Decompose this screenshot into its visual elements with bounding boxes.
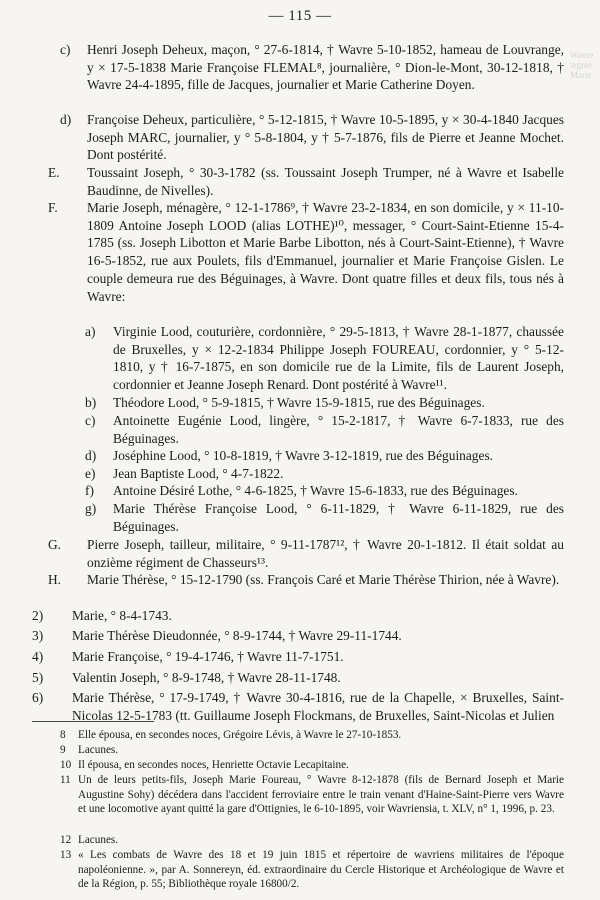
footnote-number: 10 <box>60 759 72 771</box>
footnote-text: Lacunes. <box>78 744 119 756</box>
entry-h-marie-therese <box>32 571 564 589</box>
entry-label: b) <box>85 395 97 410</box>
entry-d-josephine <box>32 447 564 465</box>
footnote-text: Elle épousa, en secondes noces, Grégoire Lévis, à Wavre le 27-10-1853. <box>78 729 402 741</box>
entry-5-valentin-joseph <box>32 669 564 687</box>
entry-label: 6) <box>32 690 44 705</box>
entry-text: Marie Thérèse, ° 17-9-1749, † Wavre 30-4-1816, rue de la Chapelle, × Bruxelles, Saint-Nicolas 12-5-1783 (tt. Guillaume Joseph Flockmans, de Bruxelles, Saint-Nicolas et Julien <box>72 690 564 723</box>
entry-text: Jean Baptiste Lood, ° 4-7-1822. <box>113 466 284 481</box>
entry-e-jean-baptiste <box>32 465 564 483</box>
entry-text: Toussaint Joseph, ° 30-3-1782 (ss. Toussaint Joseph Trumper, né à Wavre et Isabelle Baudinne, de Nivelles). <box>87 165 564 198</box>
entry-text: Pierre Joseph, tailleur, militaire, ° 9-11-1787¹², † Wavre 20-1-1812. Il était soldat au onzième régiment de Chasseurs¹³. <box>87 537 564 570</box>
entry-label: e) <box>85 466 96 481</box>
footnote-number: 11 <box>60 774 71 786</box>
entry-label: a) <box>85 324 96 339</box>
entry-4-marie-francoise <box>32 648 564 666</box>
entry-g-pierre-joseph <box>32 536 564 571</box>
entry-text: Théodore Lood, ° 5-9-1815, † Wavre 15-9-1815, rue des Béguinages. <box>113 395 485 410</box>
footnote-divider <box>32 721 154 722</box>
entry-label: E. <box>48 165 60 180</box>
entry-text: Joséphine Lood, ° 10-8-1819, † Wavre 3-12-1819, rue des Béguinages. <box>113 448 494 463</box>
footnote-number: 12 <box>60 834 72 846</box>
footnote-number: 9 <box>60 744 66 756</box>
footnote-text: Un de leurs petits-fils, Joseph Marie Foureau, ° Wavre 8-12-1878 (fils de Bernard Joseph et Marie Augustine Sohy) décédera dans l'accident ferroviaire entre le train venant d'Haine-Saint-Pierre vers Wavre et une locomotive ayant quitté la gare d'Ottignies, le 6-10-1895, voir Wavriensia, t. XLV, n° 1, 1996, p. 23. <box>78 774 564 816</box>
entry-label: 4) <box>32 649 44 664</box>
entry-f-antoine-desire <box>32 482 564 500</box>
entry-label: c) <box>85 413 96 428</box>
footnote-10 <box>32 758 564 773</box>
footnote-text: Il épousa, en secondes noces, Henriette Octavie Lecapitaine. <box>78 759 349 771</box>
entry-e-toussaint-joseph <box>32 164 564 199</box>
entry-b-theodore <box>32 394 564 412</box>
entry-text: Henri Joseph Deheux, maçon, ° 27-6-1814, † Wavre 5-10-1852, hameau de Louvrange, y × 17-5-1838 Marie Françoise FLEMAL⁸, journalière, ° Dion-le-Mont, 30-12-1818, † Wavre 24-4-1895, fille de Jacques, journalier et Marie Catherine Doyen. <box>87 42 564 93</box>
entry-label: f) <box>85 483 94 498</box>
entry-label: 5) <box>32 670 44 685</box>
entry-text: Marie Thérèse, ° 15-12-1790 (ss. François Caré et Marie Thérèse Thirion, née à Wavre). <box>87 572 560 587</box>
entry-text: Marie Françoise, ° 19-4-1746, † Wavre 11-7-1751. <box>72 649 344 664</box>
entry-label: G. <box>48 537 62 552</box>
footnote-9 <box>32 743 564 758</box>
footnote-number: 8 <box>60 729 66 741</box>
footnote-number: 13 <box>60 849 72 861</box>
entry-label: d) <box>85 448 97 463</box>
entry-label: 2) <box>32 608 44 623</box>
entry-g-marie-therese-francoise <box>32 500 564 535</box>
entry-6-marie-therese <box>32 689 564 724</box>
footnote-text: Lacunes. <box>78 834 119 846</box>
entry-text: Marie, ° 8-4-1743. <box>72 608 172 623</box>
entry-text: Françoise Deheux, particulière, ° 5-12-1815, † Wavre 10-5-1895, y × 30-4-1840 Jacques Joseph MARC, journalier, y ° 5-8-1804, y † 5-7-1876, fils de Pierre et Jeanne Mochet. Dont postérité. <box>87 112 564 163</box>
entry-label: g) <box>85 501 97 516</box>
footnote-8 <box>32 728 564 743</box>
entry-label: c) <box>60 42 71 57</box>
entry-f-marie-joseph <box>32 199 564 305</box>
entry-label: F. <box>48 200 58 215</box>
bleed-through-decoration: Wavre tegnie Marie <box>570 50 594 80</box>
entry-a-virginie <box>32 323 564 394</box>
entry-label: d) <box>60 112 72 127</box>
entry-label: 3) <box>32 628 44 643</box>
footnote-text: « Les combats de Wavre des 18 et 19 juin 1815 et répertoire de wavriens militaires de l'époque napoléonienne. », par A. Sonnereyn, éd. extraordinaire du Cercle Historique et Archéologique de Wavre et de la Région, p. 55; Bibliothèque royale 16800/2. <box>78 849 564 891</box>
entry-3-marie-therese-dieudonnee <box>32 627 564 645</box>
entry-c-henri-joseph <box>32 41 564 94</box>
entry-text: Virginie Lood, couturière, cordonnière, ° 29-5-1813, † Wavre 28-1-1877, chaussée de Bruxelles, y × 12-2-1834 Philippe Joseph FOUREAU, cordonnier, y ° 5-12-1810, y † 16-7-1875, en son domicile rue de la Limite, fils de Laurent Joseph, cordonnier et Jeanne Joseph Renard. Dont postérité à Wavre¹¹. <box>113 324 564 393</box>
entry-2-marie <box>32 607 564 625</box>
entry-text: Marie Joseph, ménagère, ° 12-1-1786⁹, † Wavre 23-2-1834, en son domicile, y × 11-10-1809 Antoine Joseph LOOD (alias LOTHE)¹⁰, messager, ° Court-Saint-Etienne 15-4-1785 (ss. Joseph Libotton et Marie Barbe Libotton, nés à Court-Saint-Etienne), † Wavre 16-5-1852, rue aux Poulets, fils d'Emmanuel, journalier et Marie Françoise Gislen. Le couple demeura rue des Béguinages, à Wavre. Dont quatre filles et deux fils, tous nés à Wavre: <box>87 200 564 304</box>
entry-text: Valentin Joseph, ° 8-9-1748, † Wavre 28-11-1748. <box>72 670 341 685</box>
page-number: — 115 — <box>268 8 332 24</box>
entry-label: H. <box>48 572 62 587</box>
entry-text: Marie Thérèse Françoise Lood, ° 6-11-1829, † Wavre 6-11-1829, rue des Béguinages. <box>113 501 564 534</box>
entry-text: Antoinette Eugénie Lood, lingère, ° 15-2-1817, † Wavre 6-7-1833, rue des Béguinages. <box>113 413 564 446</box>
entry-text: Antoine Désiré Lothe, ° 4-6-1825, † Wavre 15-6-1833, rue des Béguinages. <box>113 483 518 498</box>
footnote-12 <box>32 833 564 848</box>
entry-c-antoinette-eugenie <box>32 412 564 447</box>
entry-d-francoise <box>32 111 564 164</box>
footnote-13 <box>32 848 564 892</box>
footnote-11 <box>32 773 564 817</box>
entry-text: Marie Thérèse Dieudonnée, ° 8-9-1744, † Wavre 29-11-1744. <box>72 628 402 643</box>
